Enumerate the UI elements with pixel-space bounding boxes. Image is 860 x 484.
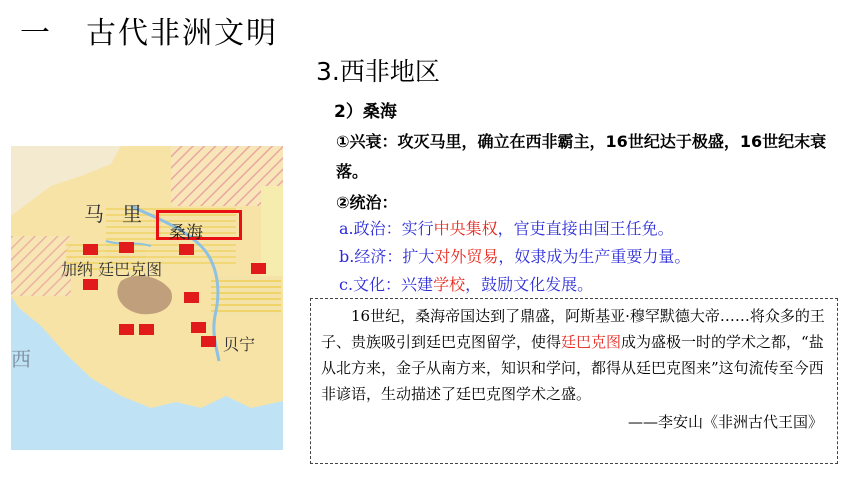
highlight-term: 中央集权	[433, 219, 498, 238]
city-marker	[119, 242, 134, 253]
map-graphic	[11, 146, 283, 450]
map-label-mali: 马里	[84, 202, 160, 226]
highlight-term: 对外贸易	[434, 247, 499, 266]
map-label-songhai: 桑海	[169, 223, 203, 243]
section-title: 古代非洲文明	[86, 16, 278, 51]
rule-politics: a.政治：实行中央集权，官吏直接由国王任免。	[339, 219, 674, 238]
city-marker	[201, 336, 216, 347]
map-label-ghana-timbuktu: 加纳 廷巴克图	[61, 260, 163, 279]
city-marker	[83, 244, 98, 255]
highlight-term: 学校	[433, 275, 466, 294]
rise-fall-text: ①兴衰：攻灭马里，确立在西非霸主，16世纪达于极盛，16世纪末衰落。	[336, 132, 827, 181]
quote-text: 16世纪，桑海帝国达到了鼎盛，阿斯基亚·穆罕默德大帝……将众多的王子、贵族吸引到廷巴克图留学，使得廷巴克图成为盛极一时的学术之都，“盐从北方来，金子从南方来，知识和学问，都得从廷巴克图来”这句流传至今西非谚语，生动描述了廷巴克图学术之盛。	[321, 307, 825, 403]
rule-heading: ②统治：	[336, 193, 398, 212]
city-marker	[119, 324, 134, 335]
map-label-benin: 贝宁	[223, 335, 256, 354]
city-marker	[83, 279, 98, 290]
topic-heading: 2）桑海	[334, 102, 397, 122]
subsection-title: 3.西非地区	[316, 57, 440, 86]
rule-culture: c.文化：兴建学校，鼓励文化发展。	[339, 275, 594, 294]
section-number: 一	[20, 16, 52, 51]
quote-highlight: 廷巴克图	[561, 333, 622, 351]
rule-economy: b.经济：扩大对外贸易，奴隶成为生产重要力量。	[339, 247, 691, 266]
city-marker	[139, 324, 154, 335]
city-marker	[179, 244, 194, 255]
city-marker	[191, 322, 206, 333]
page-title	[20, 8, 278, 52]
city-marker	[251, 263, 266, 274]
west-africa-map	[11, 146, 283, 450]
quote-box	[310, 298, 838, 464]
quote-source: ——李安山《非洲古代王国》	[627, 413, 823, 431]
city-marker	[184, 292, 199, 303]
map-label-west: 西	[11, 347, 31, 371]
